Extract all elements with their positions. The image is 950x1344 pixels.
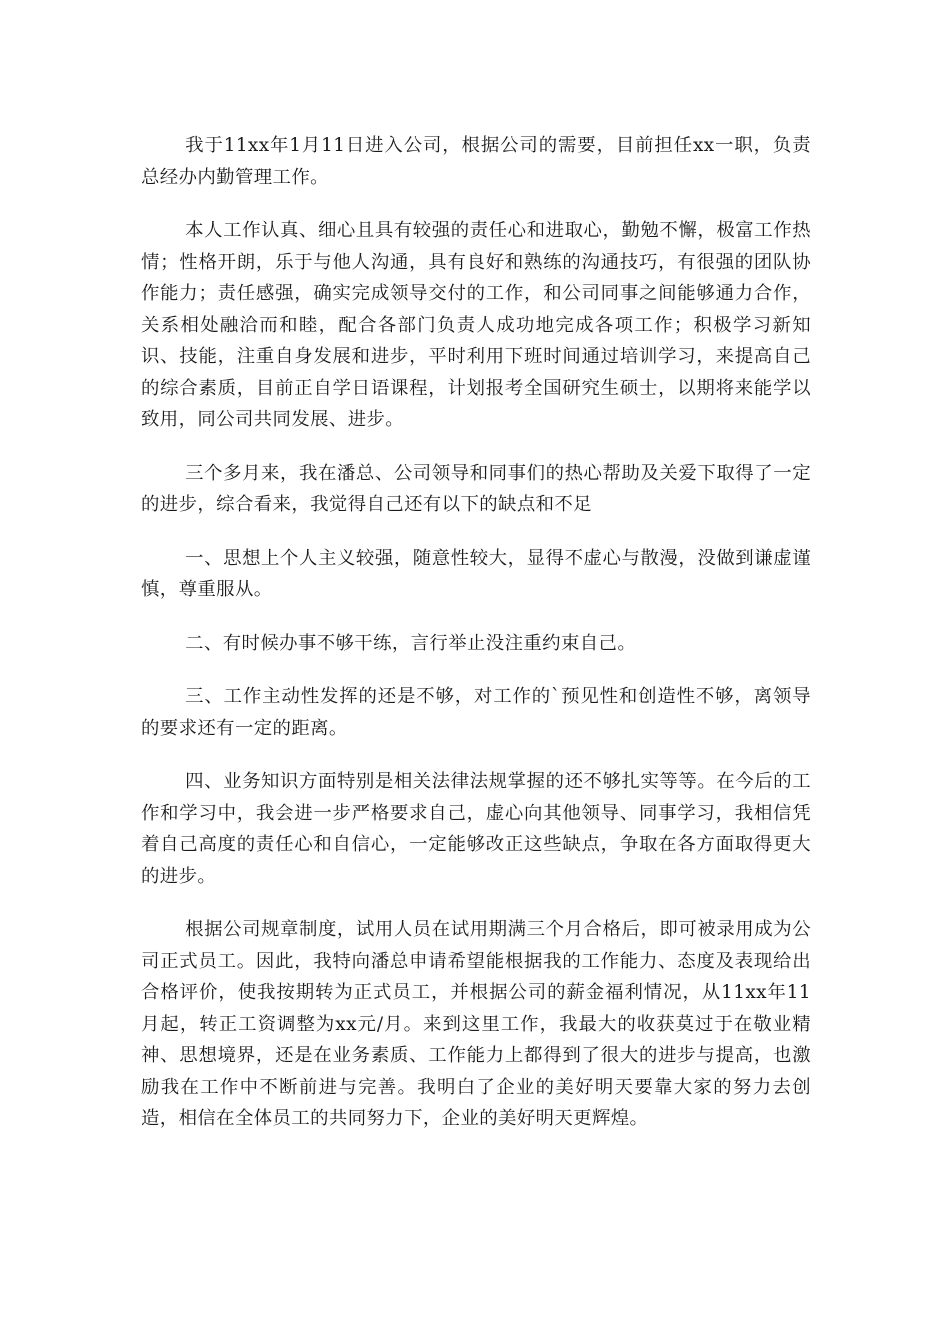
paragraph-shortcoming-4: 四、业务知识方面特别是相关法律法规掌握的还不够扎实等等。在今后的工作和学习中，我会进一步严格要求自己，虚心向其他领导、同事学习，我相信凭着自己高度的责任心和自信心，一定能够改正这些缺点，争取在各方面取得更大的进步。 bbox=[141, 771, 811, 887]
paragraph-shortcoming-2: 二、有时候办事不够干练，言行举止没注重约束自己。 bbox=[185, 632, 637, 654]
paragraph-shortcoming-3: 三、工作主动性发挥的还是不够，对工作的`预见性和创造性不够，离领导的要求还有一定的距离。 bbox=[141, 686, 811, 739]
paragraph-shortcoming-1: 一、思想上个人主义较强，随意性较大，显得不虚心与散漫，没做到谦虚谨慎，尊重服从。 bbox=[141, 547, 811, 600]
paragraph-shortcomings-intro: 三个多月来，我在潘总、公司领导和同事们的热心帮助及关爱下取得了一定的进步，综合看来，我觉得自己还有以下的缺点和不足 bbox=[141, 462, 811, 515]
paragraph-self-assessment: 本人工作认真、细心且具有较强的责任心和进取心，勤勉不懈，极富工作热情；性格开朗，乐于与他人沟通，具有良好和熟练的沟通技巧，有很强的团队协作能力；责任感强，确实完成领导交付的工作，和公司同事之间能够通力合作，关系相处融洽而和睦，配合各部门负责人成功地完成各项工作；积极学习新知识、技能，注重自身发展和进步，平时利用下班时间通过培训学习，来提高自己的综合素质，目前正自学日语课程，计划报考全国研究生硕士，以期将来能学以致用，同公司共同发展、进步。 bbox=[141, 220, 811, 430]
document-body bbox=[141, 130, 811, 1157]
paragraph-application: 根据公司规章制度，试用人员在试用期满三个月合格后，即可被录用成为公司正式员工。因此，我特向潘总申请希望能根据我的工作能力、态度及表现给出合格评价，使我按期转为正式员工，并根据公司的薪金福利情况，从11xx年11月起，转正工资调整为xx元/月。来到这里工作，我最大的收获莫过于在敬业精神、思想境界，还是在业务素质、工作能力上都得到了很大的进步与提高，也激励我在工作中不断前进与完善。我明白了企业的美好明天要靠大家的努力去创造，相信在全体员工的共同努力下，企业的美好明天更辉煌。 bbox=[141, 919, 811, 1129]
paragraph-intro: 我于11xx年1月11日进入公司，根据公司的需要，目前担任xx一职，负责总经办内勤管理工作。 bbox=[141, 135, 811, 188]
